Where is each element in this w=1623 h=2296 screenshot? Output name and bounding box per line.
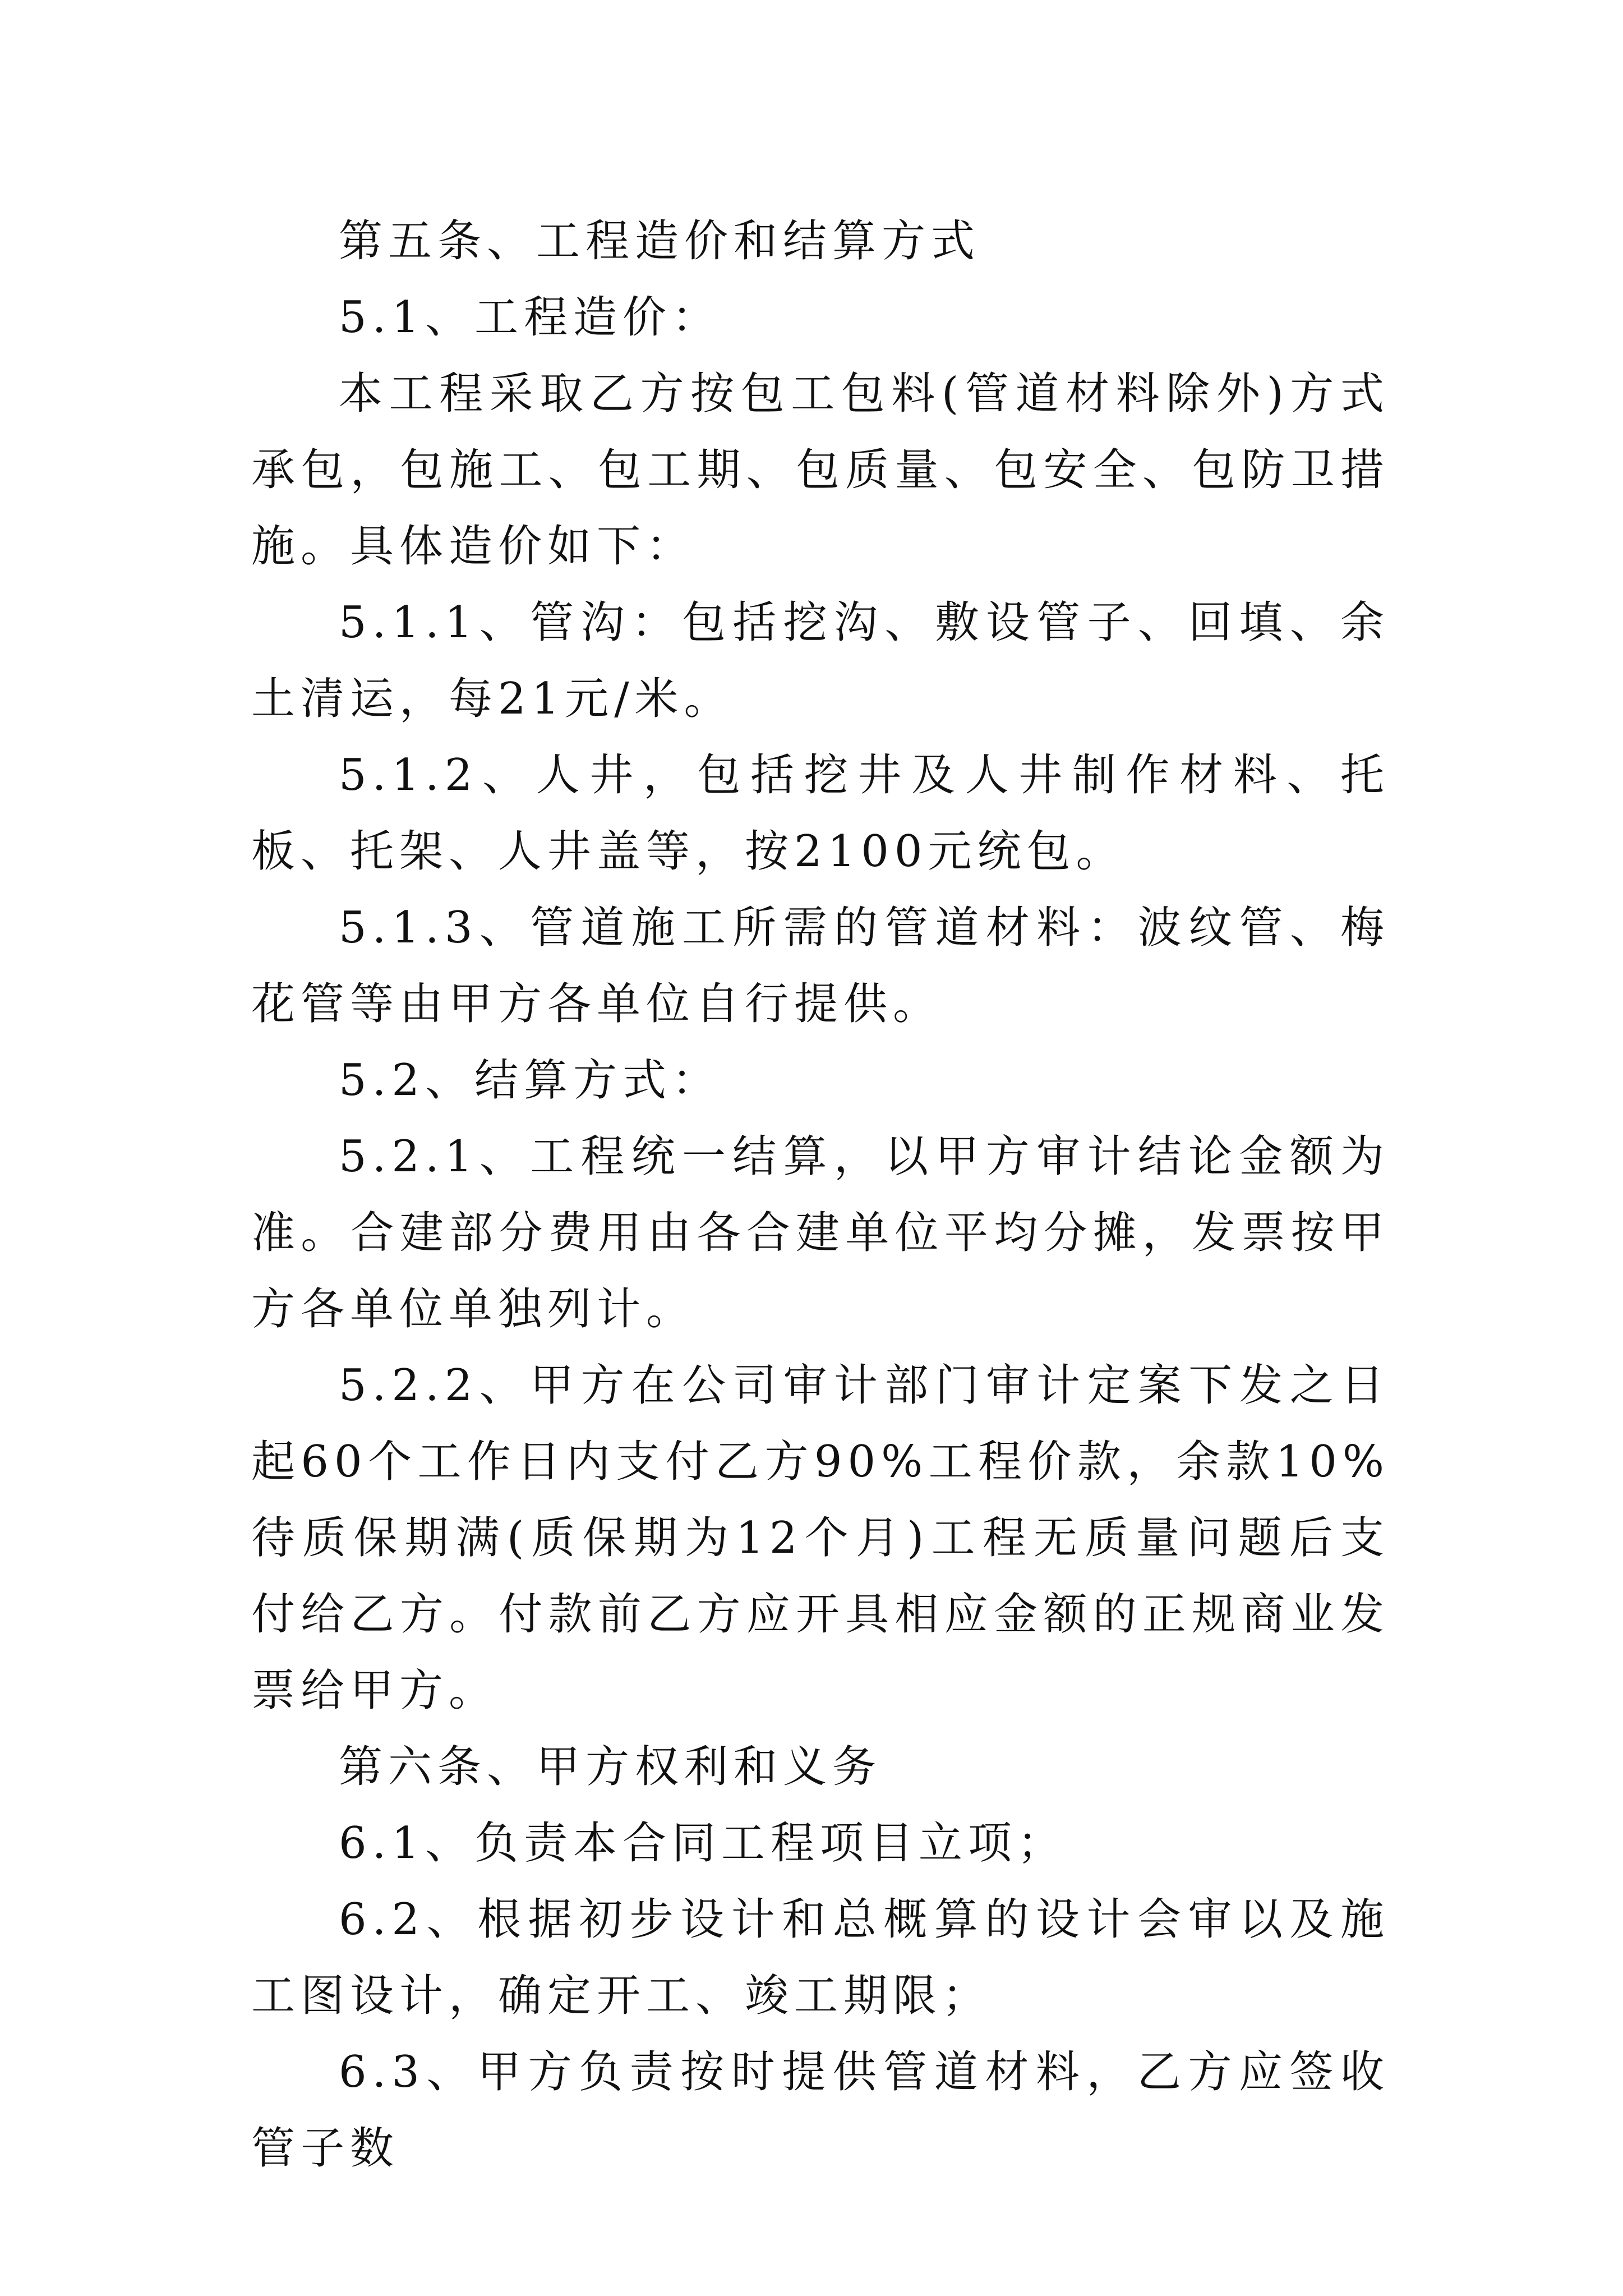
clause-6-2: 6.2、根据初步设计和总概算的设计会审以及施工图设计，确定开工、竣工期限；: [251, 1894, 1390, 2021]
clause-6-3: 6.3、甲方负责按时提供管道材料，乙方应签收管子数: [251, 2047, 1390, 2174]
heading-article-6: 第六条、甲方权利和义务: [339, 1742, 882, 1792]
clause-5-2-1: 5.2.1、工程统一结算，以甲方审计结论金额为准。合建部分费用由各合建单位平均分摊，发票按甲方各单位单独列计。: [251, 1131, 1390, 1335]
clause-6-1: 6.1、负责本合同工程项目立项；: [339, 1818, 1067, 1869]
clause-5-1-text: 本工程采取乙方按包工包料(管道材料除外)方式承包，包施工、包工期、包质量、包安全、包防卫措施。具体造价如下：: [251, 369, 1390, 572]
heading-article-5: 第五条、工程造价和结算方式: [339, 216, 981, 266]
clause-5-1-1: 5.1.1、管沟：包括挖沟、敷设管子、回填、余土清运，每21元/米。: [251, 597, 1390, 724]
clause-5-1-title: 5.1、工程造价：: [339, 292, 722, 343]
clause-5-1-2: 5.1.2、人井，包括挖井及人井制作材料、托板、托架、人井盖等，按2100元统包。: [251, 750, 1390, 877]
clause-5-1-3: 5.1.3、管道施工所需的管道材料：波纹管、梅花管等由甲方各单位自行提供。: [251, 903, 1390, 1029]
clause-5-2-2: 5.2.2、甲方在公司审计部门审计定案下发之日起60个工作日内支付乙方90%工程价款，余款10%待质保期满(质保期为12个月)工程无质量问题后支付给乙方。付款前乙方应开具相应金额的正规商业发票给甲方。: [251, 1360, 1390, 1716]
document-body: [251, 203, 1390, 2187]
clause-5-2-title: 5.2、结算方式：: [339, 1055, 722, 1106]
